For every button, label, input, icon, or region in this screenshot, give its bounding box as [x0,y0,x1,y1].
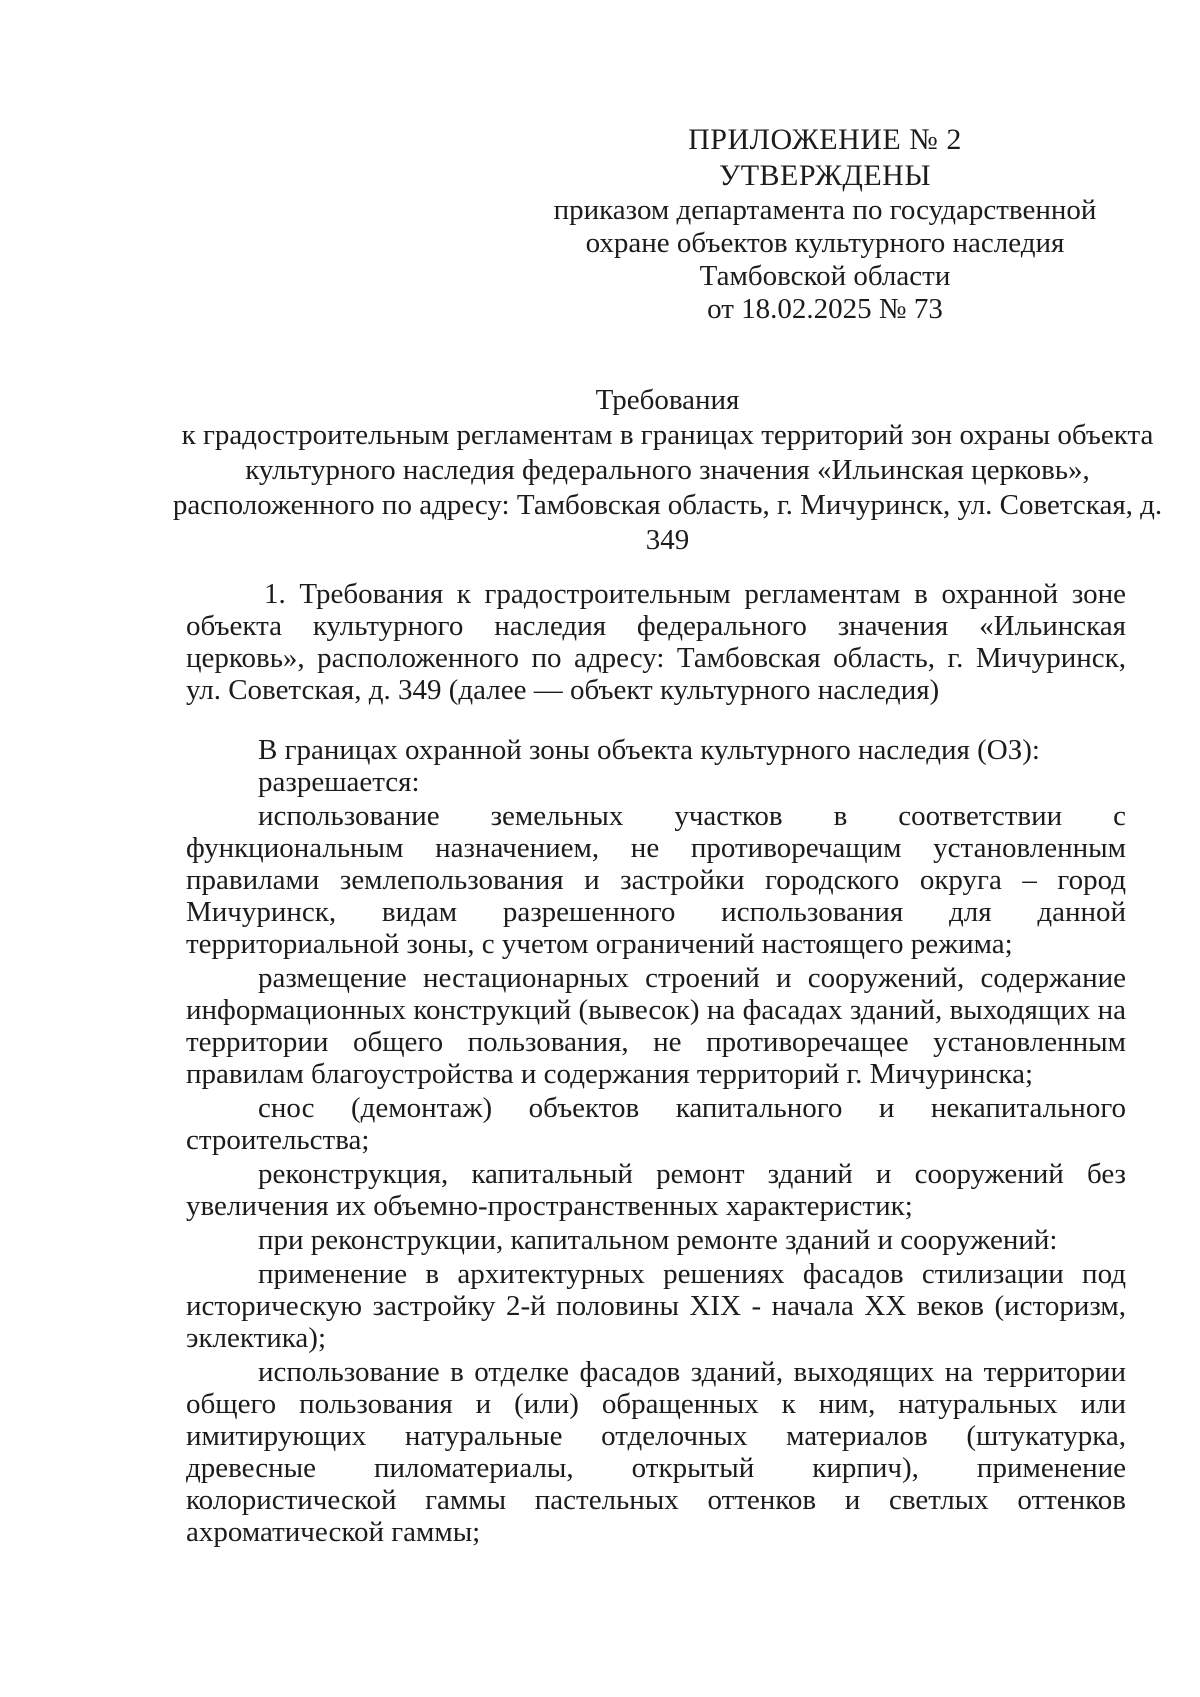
list-item: реконструкция, капитальный ремонт зданий и сооружений без увеличения их объемно-пространственных характеристик; [186,1158,1126,1222]
approval-line: Тамбовской области [699,260,951,292]
list-item: при реконструкции, капитальном ремонте зданий и сооружений: [258,1224,1058,1256]
list-item: применение в архитектурных решениях фасадов стилизации под историческую застройку 2-й половины XIX - начала XX веков (историзм, эклектика); [186,1258,1126,1354]
section-1-paragraph: 1. Требования к градостроительным регламентам в охранной зоне объекта культурного наследия федерального значения «Ильинская церковь», расположенного по адресу: Тамбовская область, г. Мичуринск, ул. Советская, д. 349 (далее — объект культурного наследия) [186,578,1126,706]
document-title [170,383,1165,558]
approval-date-number: от 18.02.2025 № 73 [707,293,943,325]
list-item: использование земельных участков в соответствии с функциональным назначением, не противоречащим установленным правилами землепользования и застройки городского округа – город Мичуринск, видам разрешенного использования для данной территориальной зоны, с учетом ограничений настоящего режима; [186,800,1126,960]
list-item: размещение нестационарных строений и сооружений, содержание информационных конструкций (вывесок) на фасадах зданий, выходящих на территории общего пользования, не противоречащее установленным правилам благоустройства и содержания территорий г. Мичуринска; [186,962,1126,1090]
allowed-label: разрешается: [258,766,420,798]
title-subtitle: к градостроительным регламентам в границах территорий зон охраны объекта культурного наследия федерального значения «Ильинская церковь», расположенного по адресу: Тамбовская область, г. Мичуринск, ул. Советская, д. 349 [172,419,1163,556]
appendix-number: ПРИЛОЖЕНИЕ № 2 [688,123,962,156]
list-item: использование в отделке фасадов зданий, выходящих на территории общего пользования и (или) обращенных к ним, натуральных или имитирующих натуральные отделочных материалов (штукатурка, древесные пиломатериалы, открытый кирпич), применение колористической гаммы пастельных оттенков и светлых оттенков ахроматической гаммы; [186,1356,1126,1548]
list-item: снос (демонтаж) объектов капитального и некапитального строительства; [186,1092,1126,1156]
approval-line: приказом департамента по государственной [553,194,1097,226]
zone-heading: В границах охранной зоны объекта культурного наследия (ОЗ): [258,734,1040,766]
approval-block [545,122,1105,326]
document-body [186,578,1126,1550]
approval-line: охране объектов культурного наследия [585,227,1065,259]
approved-label: УТВЕРЖДЕНЫ [718,159,932,192]
title-heading: Требования [595,384,740,416]
